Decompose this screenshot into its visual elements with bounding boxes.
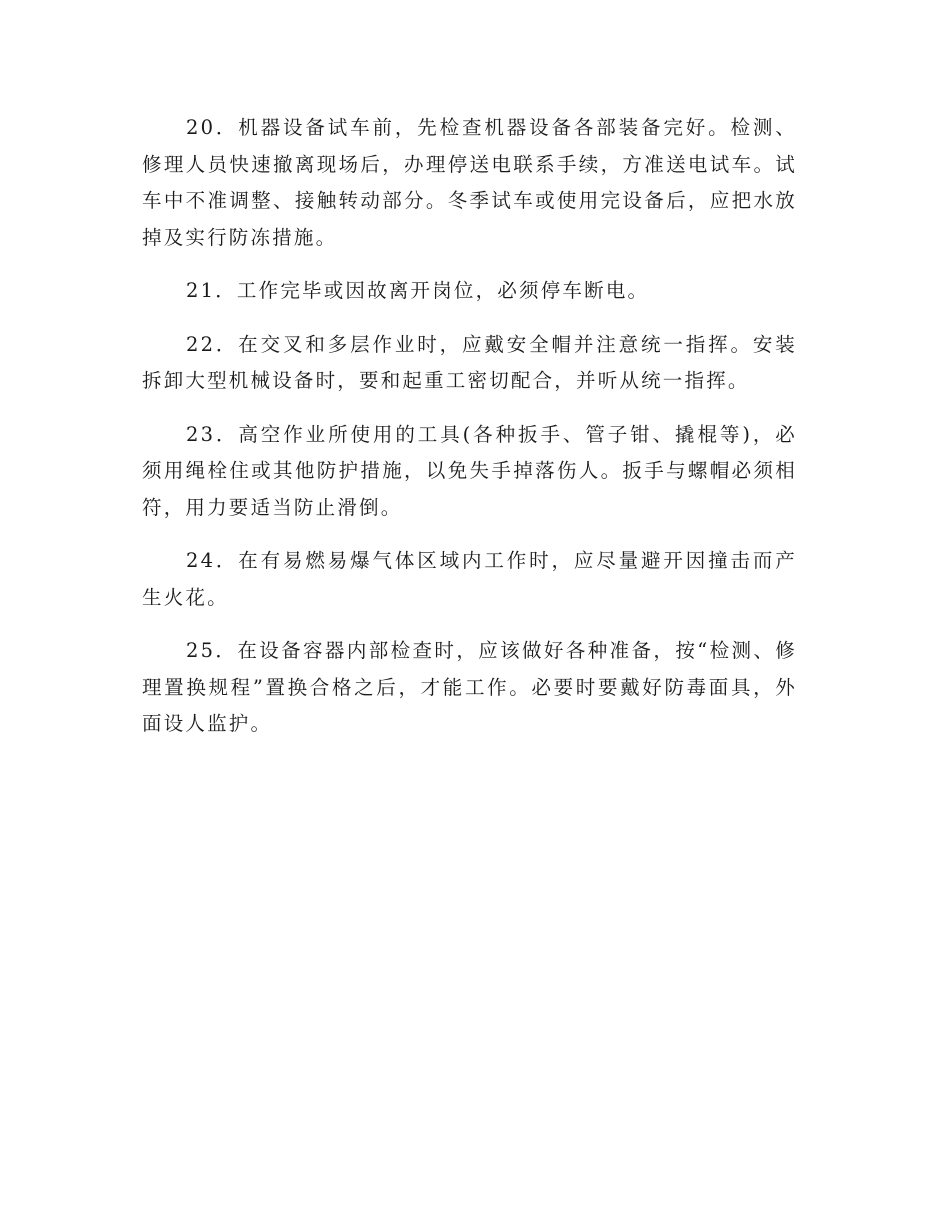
paragraph-item-21: 21．工作完毕或因故离开岗位，必须停车断电。: [186, 279, 650, 302]
paragraph-item-22: 22．在交叉和多层作业时，应戴安全帽并注意统一指挥。安装拆卸大型机械设备时，要和起重工密切配合，并听从统一指挥。: [142, 332, 797, 392]
paragraph-item-23: 23．高空作业所使用的工具(各种扳手、管子钳、撬棍等)，必须用绳栓住或其他防护措施，以免失手掉落伤人。扳手与螺帽必须相符，用力要适当防止滑倒。: [142, 422, 797, 519]
paragraph-item-24: 24．在有易燃易爆气体区域内工作时，应尽量避开因撞击而产生火花。: [142, 549, 797, 609]
paragraph-item-25: 25．在设备容器内部检查时，应该做好各种准备，按“检测、修理置换规程”置换合格之后，才能工作。必要时要戴好防毒面具，外面设人监护。: [142, 639, 797, 735]
document-page: [142, 110, 797, 760]
paragraph-item-20: 20．机器设备试车前，先检查机器设备各部装备完好。检测、修理人员快速撤离现场后，办理停送电联系手续，方准送电试车。试车中不准调整、接触转动部分。冬季试车或使用完设备后，应把水放掉及实行防冻措施。: [142, 116, 797, 249]
